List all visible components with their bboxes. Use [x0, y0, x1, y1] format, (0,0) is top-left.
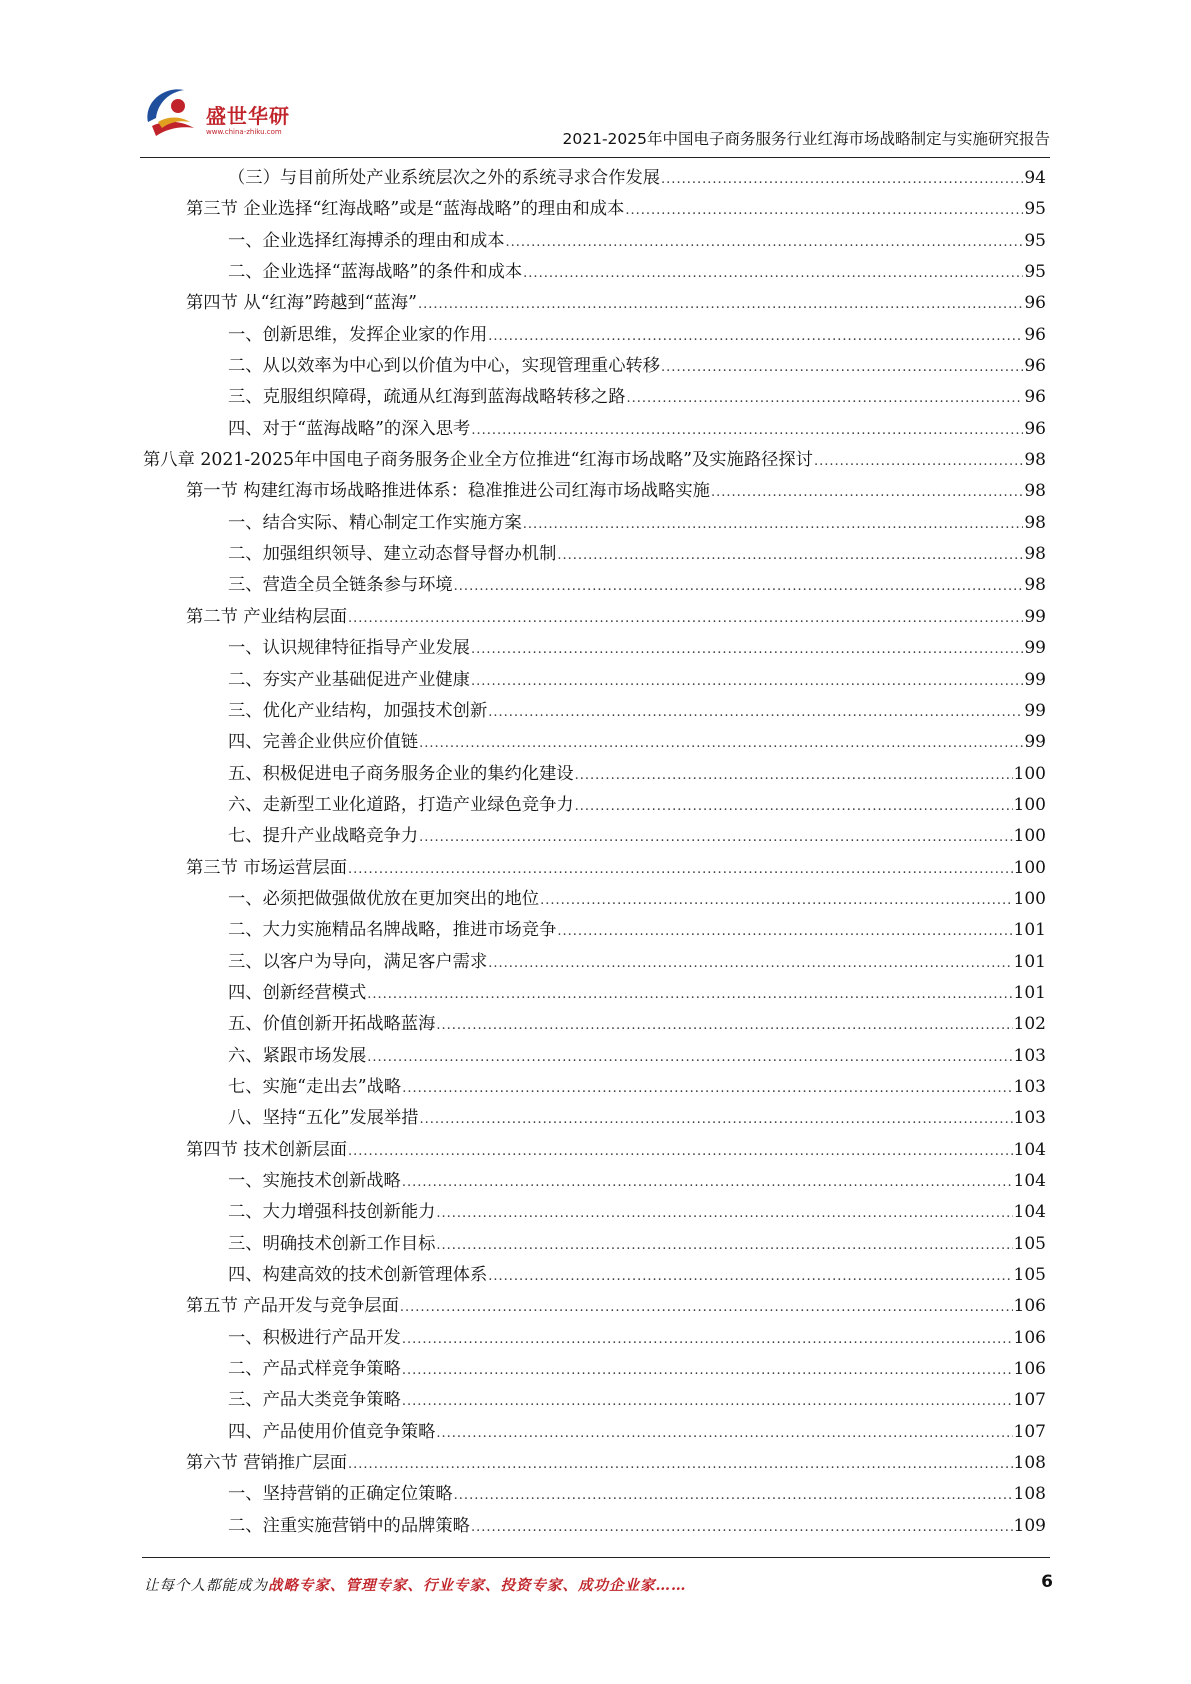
toc-entry-title: 七、实施“走出去”战略 [228, 1076, 402, 1097]
toc-entry[interactable] [143, 1009, 1046, 1040]
toc-entry[interactable] [143, 1103, 1046, 1134]
toc-entry-title: 五、价值创新开拓战略蓝海 [228, 1014, 436, 1035]
toc-entry-page: 99 [1024, 732, 1046, 753]
toc-dot-leader [348, 1449, 1013, 1480]
toc-entry-title: 第八章 2021-2025年中国电子商务服务企业全方位推进“红海市场战略”及实施路径探讨 [143, 450, 813, 471]
toc-entry-title: 第五节 产品开发与竞争层面 [186, 1296, 399, 1317]
toc-dot-leader [488, 321, 1023, 352]
toc-entry-title: 一、坚持营销的正确定位策略 [228, 1484, 453, 1505]
toc-entry-title: 四、对于“蓝海战略”的深入思考 [228, 418, 471, 439]
toc-entry[interactable] [143, 1448, 1046, 1479]
toc-dot-leader [436, 1418, 1012, 1449]
toc-dot-leader [471, 634, 1023, 665]
logo-name: 盛世华研 [206, 104, 290, 128]
toc-dot-leader [540, 885, 1012, 916]
toc-dot-leader [402, 1355, 1013, 1386]
toc-entry[interactable] [143, 602, 1046, 633]
toc-entry[interactable] [143, 476, 1046, 507]
toc-entry[interactable] [143, 1041, 1046, 1072]
toc-entry-page: 96 [1024, 293, 1046, 314]
toc-entry-page: 104 [1013, 1202, 1046, 1223]
footer-divider [142, 1557, 1050, 1558]
toc-dot-leader [436, 1230, 1012, 1261]
toc-dot-leader [625, 195, 1023, 226]
toc-entry-page: 106 [1013, 1327, 1046, 1348]
toc-entry-page: 108 [1013, 1453, 1046, 1474]
toc-entry-title: 二、大力增强科技创新能力 [228, 1202, 436, 1223]
toc-entry-page: 108 [1013, 1484, 1046, 1505]
toc-dot-leader [418, 289, 1023, 320]
toc-entry-page: 96 [1024, 418, 1046, 439]
toc-entry-title: 第三节 企业选择“红海战略”或是“蓝海战略”的理由和成本 [186, 199, 625, 220]
toc-entry-page: 96 [1024, 356, 1046, 377]
toc-entry-page: 98 [1024, 544, 1046, 565]
toc-entry-page: 95 [1024, 262, 1046, 283]
toc-dot-leader [471, 666, 1023, 697]
toc-entry[interactable] [143, 947, 1046, 978]
toc-entry-page: 99 [1024, 606, 1046, 627]
toc-entry[interactable] [143, 351, 1046, 382]
toc-entry[interactable] [143, 539, 1046, 570]
logo-url: www.china-zhiku.com [206, 128, 282, 136]
toc-entry-page: 96 [1024, 387, 1046, 408]
toc-entry-page: 101 [1013, 951, 1046, 972]
toc-entry[interactable] [143, 1135, 1046, 1166]
toc-dot-leader [661, 164, 1023, 195]
logo-swoosh-icon [140, 82, 202, 144]
toc-entry-page: 101 [1013, 982, 1046, 1003]
toc-entry-page: 98 [1024, 450, 1046, 471]
toc-entry-page: 105 [1013, 1265, 1046, 1286]
toc-entry-title: 六、走新型工业化道路，打造产业绿色竞争力 [228, 794, 574, 815]
toc-entry-title: 第四节 技术创新层面 [186, 1139, 348, 1160]
toc-entry[interactable] [143, 226, 1046, 257]
toc-entry-page: 104 [1013, 1171, 1046, 1191]
toc-entry-title: 七、提升产业战略竞争力 [228, 826, 419, 847]
toc-entry-page: 100 [1013, 857, 1046, 878]
toc-entry-page: 107 [1013, 1421, 1046, 1442]
toc-entry-title: 二、加强组织领导、建立动态督导督办机制 [228, 544, 557, 565]
toc-entry-page: 107 [1013, 1390, 1046, 1411]
toc-entry-page: 101 [1013, 920, 1046, 941]
toc-entry[interactable] [143, 1229, 1046, 1260]
toc-entry-title: 三、产品大类竞争策略 [228, 1390, 401, 1411]
toc-entry[interactable] [143, 382, 1046, 413]
toc-entry-title: 第六节 营销推广层面 [186, 1453, 348, 1474]
toc-entry-title: 一、认识规律特征指导产业发展 [228, 638, 470, 659]
toc-entry-page: 100 [1013, 888, 1046, 909]
toc-entry-page: 98 [1024, 512, 1046, 533]
toc-entry-title: 三、明确技术创新工作目标 [228, 1233, 436, 1254]
report-title: 2021-2025年中国电子商务服务行业红海市场战略制定与实施研究报告 [562, 130, 1050, 148]
slogan-highlight: 战略专家、管理专家、行业专家、投资专家、成功企业家…… [268, 1577, 687, 1594]
table-of-contents [143, 163, 1046, 1542]
toc-entry-title: 二、产品式样竞争策略 [228, 1359, 401, 1380]
toc-entry-page: 100 [1013, 763, 1046, 784]
toc-entry-title: 四、完善企业供应价值链 [228, 732, 419, 753]
toc-entry[interactable] [143, 257, 1046, 288]
toc-entry-title: 八、坚持“五化”发展举措 [228, 1108, 419, 1129]
toc-entry[interactable] [143, 633, 1046, 664]
toc-entry-title: 五、积极促进电子商务服务企业的集约化建设 [228, 763, 574, 784]
page-number: 6 [1041, 1572, 1053, 1592]
toc-dot-leader [471, 1512, 1013, 1543]
toc-dot-leader [419, 1104, 1012, 1135]
toc-dot-leader [436, 1010, 1012, 1041]
toc-entry-title: 二、从以效率为中心到以价值为中心，实现管理重心转移 [228, 356, 661, 377]
toc-dot-leader [557, 916, 1012, 947]
toc-entry-title: 一、积极进行产品开发 [228, 1327, 401, 1348]
toc-entry-page: 98 [1024, 575, 1046, 596]
toc-entry-page: 103 [1013, 1076, 1046, 1097]
toc-entry-title: 三、营造全员全链条参与环境 [228, 575, 453, 596]
toc-entry-page: 100 [1013, 794, 1046, 815]
page-header [140, 80, 1050, 160]
toc-entry[interactable] [143, 1354, 1046, 1385]
toc-dot-leader [348, 854, 1013, 885]
toc-entry-page: 99 [1024, 638, 1046, 659]
toc-entry-page: 100 [1013, 826, 1046, 847]
toc-entry-page: 103 [1013, 1045, 1046, 1066]
toc-dot-leader [400, 1292, 1013, 1323]
toc-entry-title: 第二节 产业结构层面 [186, 606, 348, 627]
toc-entry[interactable] [143, 884, 1046, 915]
toc-entry[interactable] [143, 696, 1046, 727]
toc-dot-leader [419, 728, 1023, 759]
toc-entry-title: 第三节 市场运营层面 [186, 857, 348, 878]
toc-entry-page: 102 [1013, 1014, 1046, 1035]
toc-entry[interactable] [143, 320, 1046, 351]
toc-dot-leader [488, 697, 1023, 728]
toc-entry[interactable] [143, 1417, 1046, 1448]
toc-entry-title: 三、以客户为导向，满足客户需求 [228, 951, 488, 972]
toc-entry-title: 四、创新经营模式 [228, 982, 367, 1003]
toc-dot-leader [523, 258, 1023, 289]
toc-dot-leader [661, 352, 1023, 383]
toc-entry-title: 三、优化产业结构，加强技术创新 [228, 700, 488, 721]
toc-entry-title: 一、实施技术创新战略 [228, 1171, 401, 1191]
toc-dot-leader [626, 383, 1023, 414]
company-logo [140, 80, 320, 150]
toc-entry-page: 94 [1024, 168, 1046, 188]
toc-entry-page: 96 [1024, 324, 1046, 345]
toc-entry-page: 109 [1013, 1515, 1046, 1536]
toc-dot-leader [402, 1386, 1013, 1417]
slogan-prefix: 让每个人都能成为 [144, 1578, 268, 1594]
toc-dot-leader [454, 1480, 1013, 1511]
toc-entry-title: 一、创新思维，发挥企业家的作用 [228, 324, 488, 345]
toc-dot-leader [367, 979, 1012, 1010]
toc-entry[interactable] [143, 759, 1046, 790]
header-divider [140, 157, 1050, 158]
toc-entry[interactable] [143, 790, 1046, 821]
toc-entry[interactable] [143, 1072, 1046, 1103]
toc-entry-page: 99 [1024, 669, 1046, 690]
toc-entry-title: 六、紧跟市场发展 [228, 1045, 367, 1066]
toc-entry-title: 二、注重实施营销中的品牌策略 [228, 1515, 470, 1536]
toc-dot-leader [419, 822, 1012, 853]
toc-dot-leader [575, 760, 1013, 791]
toc-entry-title: 一、企业选择红海搏杀的理由和成本 [228, 230, 505, 251]
toc-entry-title: 第四节 从“红海”跨越到“蓝海” [186, 293, 417, 314]
toc-entry[interactable] [143, 1385, 1046, 1416]
toc-entry-page: 106 [1013, 1359, 1046, 1380]
toc-entry[interactable] [143, 570, 1046, 601]
toc-entry[interactable] [143, 1260, 1046, 1291]
toc-entry[interactable] [143, 853, 1046, 884]
toc-entry-title: 四、构建高效的技术创新管理体系 [228, 1265, 488, 1286]
toc-entry-page: 98 [1024, 481, 1046, 502]
footer-slogan [144, 1574, 687, 1595]
toc-entry-title: 二、企业选择“蓝海战略”的条件和成本 [228, 262, 523, 283]
toc-entry[interactable] [143, 445, 1046, 476]
toc-entry-title: 一、结合实际、精心制定工作实施方案 [228, 512, 522, 533]
toc-entry[interactable] [143, 665, 1046, 696]
toc-entry-title: （三）与目前所处产业系统层次之外的系统寻求合作发展 [228, 168, 661, 188]
toc-entry-title: 第一节 构建红海市场战略推进体系：稳准推进公司红海市场战略实施 [186, 481, 710, 502]
toc-dot-leader [575, 791, 1013, 822]
toc-dot-leader [488, 1261, 1012, 1292]
toc-entry[interactable] [143, 915, 1046, 946]
toc-dot-leader [402, 1324, 1013, 1355]
toc-dot-leader [506, 227, 1024, 258]
toc-entry-page: 104 [1013, 1139, 1046, 1160]
toc-entry-title: 二、大力实施精品名牌战略，推进市场竞争 [228, 920, 557, 941]
toc-entry[interactable] [143, 821, 1046, 852]
toc-entry-page: 103 [1013, 1108, 1046, 1129]
toc-dot-leader [471, 415, 1023, 446]
toc-entry[interactable] [143, 163, 1046, 194]
toc-dot-leader [402, 1167, 1013, 1198]
toc-dot-leader [488, 948, 1012, 979]
toc-entry[interactable] [143, 1197, 1046, 1228]
toc-entry-page: 99 [1024, 700, 1046, 721]
toc-entry-page: 105 [1013, 1233, 1046, 1254]
toc-dot-leader [814, 446, 1023, 477]
toc-entry-title: 三、克服组织障碍，疏通从红海到蓝海战略转移之路 [228, 387, 626, 408]
toc-entry[interactable] [143, 1479, 1046, 1510]
toc-entry[interactable] [143, 1166, 1046, 1197]
toc-entry-title: 四、产品使用价值竞争策略 [228, 1421, 436, 1442]
toc-entry[interactable] [143, 1511, 1046, 1542]
toc-entry[interactable] [143, 1291, 1046, 1322]
toc-entry[interactable] [143, 1323, 1046, 1354]
toc-dot-leader [436, 1198, 1012, 1229]
toc-entry[interactable] [143, 727, 1046, 758]
toc-entry[interactable] [143, 288, 1046, 319]
toc-dot-leader [523, 509, 1024, 540]
toc-dot-leader [348, 603, 1023, 634]
toc-entry[interactable] [143, 414, 1046, 445]
toc-entry-page: 95 [1024, 199, 1046, 220]
toc-entry-page: 106 [1013, 1296, 1046, 1317]
toc-dot-leader [454, 571, 1024, 602]
toc-entry-title: 一、必须把做强做优放在更加突出的地位 [228, 888, 540, 909]
toc-entry[interactable] [143, 978, 1046, 1009]
toc-dot-leader [348, 1136, 1013, 1167]
toc-dot-leader [557, 540, 1023, 571]
toc-entry-page: 95 [1024, 230, 1046, 251]
toc-dot-leader [711, 477, 1023, 508]
toc-entry[interactable] [143, 508, 1046, 539]
toc-entry[interactable] [143, 194, 1046, 225]
toc-dot-leader [367, 1042, 1012, 1073]
toc-dot-leader [402, 1073, 1012, 1104]
toc-entry-title: 二、夯实产业基础促进产业健康 [228, 669, 470, 690]
